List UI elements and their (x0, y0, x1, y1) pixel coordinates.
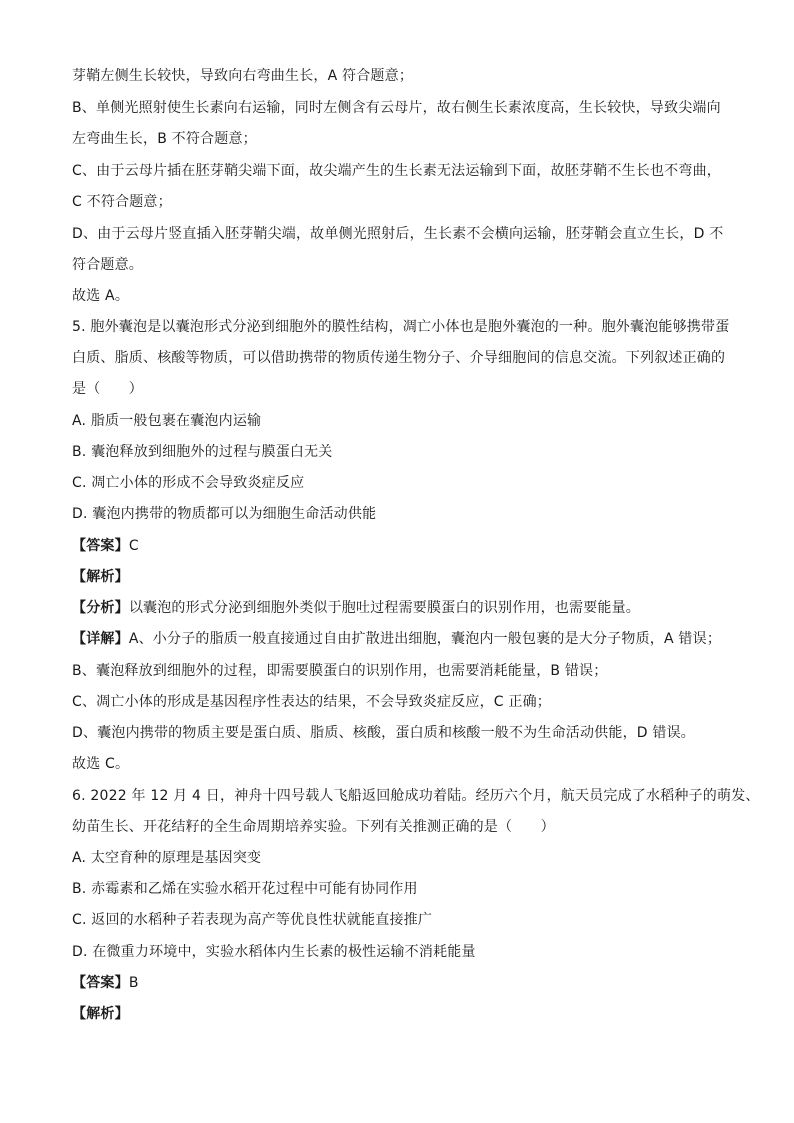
text-line: C 不符合题意； (72, 194, 172, 210)
question-5-answer (72, 536, 732, 556)
xiangjie-text: A、小分子的脂质一般直接通过自由扩散进出细胞，囊泡内一般包裹的是大分子物质，A 错误； (128, 631, 722, 647)
text-line: B、囊泡释放到细胞外的过程，即需要膜蛋白的识别作用，也需要消耗能量，B 错误； (72, 663, 608, 679)
fenxi-tag: 【分析】 (72, 600, 129, 616)
text-line: D、由于云母片竖直插入胚芽鞘尖端，故单侧光照射后，生长素不会横向运输，胚芽鞘会直立生长，D 不 (72, 226, 724, 242)
question-6-option-d: D. 在微重力环境中，实验水稻体内生长素的极性运输不消耗能量 (72, 944, 476, 960)
text-line: 符合题意。 (72, 257, 143, 273)
analysis-tag: 【解析】 (72, 1006, 129, 1022)
question-6-stem: 幼苗生长、开花结籽的全生命周期培养实验。下列有关推测正确的是（ ） (72, 819, 555, 835)
question-5-stem: 白质、脂质、核酸等物质，可以借助携带的物质传递生物分子、介导细胞间的信息交流。下列叙述正确的 (72, 350, 726, 366)
question-5-stem: 是（ ） (72, 381, 143, 397)
analysis-tag: 【解析】 (72, 569, 129, 585)
fenxi-text: 以囊泡的形式分泌到细胞外类似于胞吐过程需要膜蛋白的识别作用，也需要能量。 (128, 600, 641, 616)
answer-tag: 【答案】 (72, 538, 129, 554)
xiangjie-tag: 【详解】 (72, 631, 129, 647)
question-6-answer (72, 973, 732, 993)
question-6-option-c: C. 返回的水稻种子若表现为高产等优良性状就能直接推广 (72, 912, 433, 928)
answer-value: B (128, 975, 139, 991)
answer-tag: 【答案】 (72, 975, 129, 991)
text-line: B、单侧光照射使生长素向右运输，同时左侧含有云母片，故右侧生长素浓度高，生长较快，导致尖端向 (72, 100, 721, 116)
question-5-option-c: C. 凋亡小体的形成不会导致炎症反应 (72, 475, 305, 491)
text-line: 故选 C。 (72, 756, 130, 772)
question-6-option-a: A. 太空育种的原理是基因突变 (72, 850, 262, 866)
question-5-analysis-heading (72, 567, 732, 587)
question-5-option-a: A. 脂质一般包裹在囊泡内运输 (72, 413, 262, 429)
text-line: C、由于云母片插在胚芽鞘尖端下面，故尖端产生的生长素无法运输到下面，故胚芽鞘不生长也不弯曲， (72, 163, 721, 179)
text-line: C、凋亡小体的形成是基因程序性表达的结果，不会导致炎症反应，C 正确； (72, 694, 551, 710)
question-5-xiangjie (72, 629, 732, 649)
question-6-option-b: B. 赤霉素和乙烯在实验水稻开花过程中可能有协同作用 (72, 881, 418, 897)
question-5-option-b: B. 囊泡释放到细胞外的过程与膜蛋白无关 (72, 444, 333, 460)
text-line: D、囊泡内携带的物质主要是蛋白质、脂质、核酸，蛋白质和核酸一般不为生命活动供能，D 错误。 (72, 725, 696, 741)
text-line: 故选 A。 (72, 288, 130, 304)
question-5-option-d: D. 囊泡内携带的物质都可以为细胞生命活动供能 (72, 506, 377, 522)
answer-value: C (128, 538, 139, 554)
text-line: 左弯曲生长，B 不符合题意； (72, 131, 257, 147)
question-6-analysis-heading (72, 1004, 732, 1024)
text-line: 芽鞘左侧生长较快，导致向右弯曲生长，A 符合题意； (72, 68, 414, 84)
question-6-stem: 6. 2022 年 12 月 4 日，神舟十四号载人飞船返回舱成功着陆。经历六个月，航天员完成了水稻种子的萌发、 (72, 788, 760, 804)
question-5-stem: 5. 胞外囊泡是以囊泡形式分泌到细胞外的膜性结构，凋亡小体也是胞外囊泡的一种。胞外囊泡能够携带蛋 (72, 319, 730, 335)
question-5-fenxi (72, 598, 732, 618)
